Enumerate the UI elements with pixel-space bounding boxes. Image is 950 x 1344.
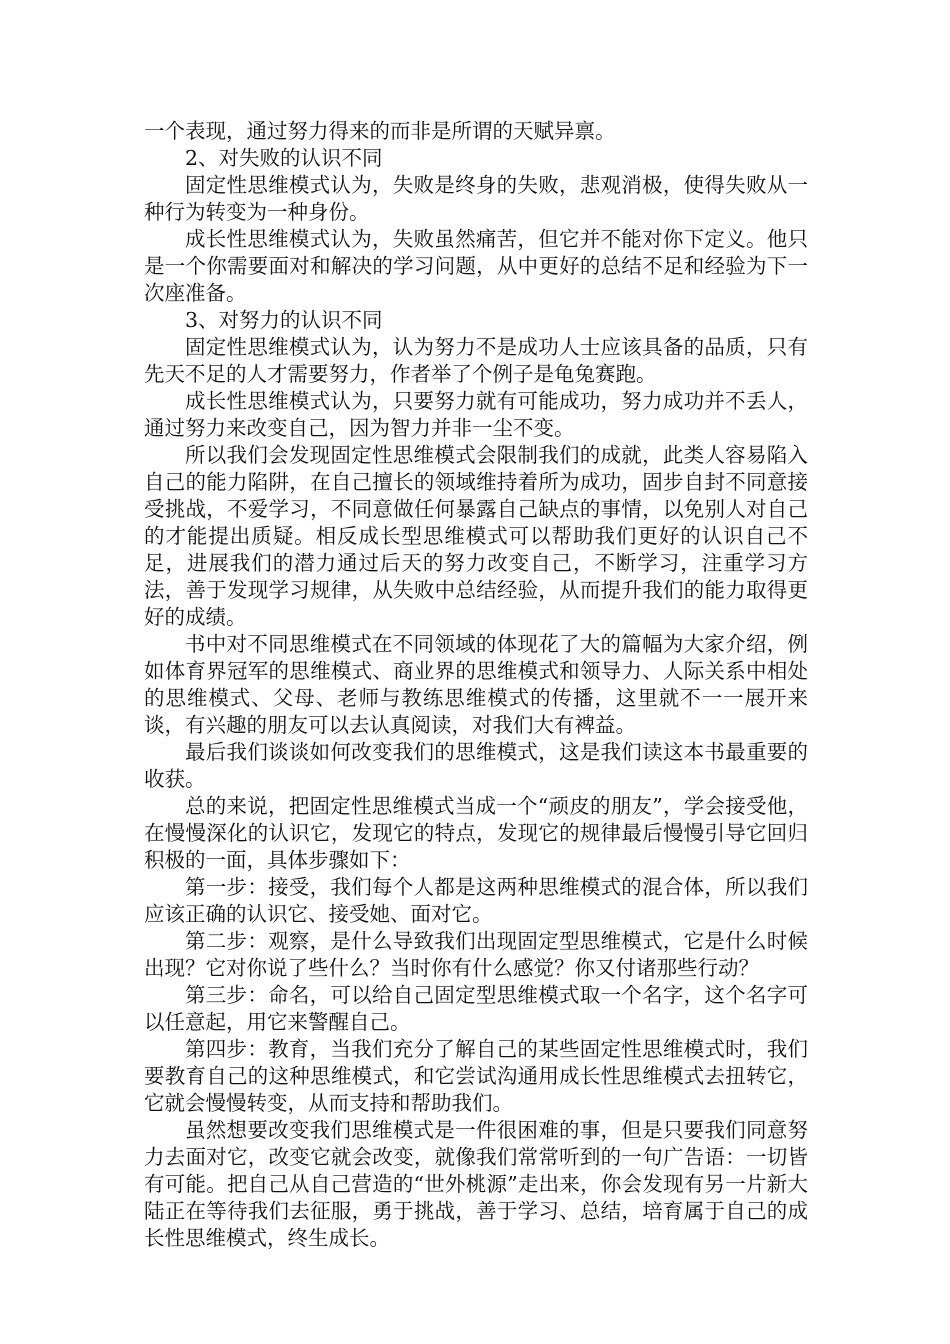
paragraph: 总的来说，把固定性思维模式当成一个“顽皮的朋友”，学会接受他，在慢慢深化的认识它，发现它的特点，发现它的规律最后慢慢引导它回归积极的一面，具体步骤如下： [144,794,808,872]
paragraph-conclusion: 虽然想要改变我们思维模式是一件很困难的事，但是只要我们同意努力去面对它，改变它就会改变，就像我们常常听到的一句广告语：一切皆有可能。把自己从自己营造的“世外桃源”走出来，你会发现有另一片新大陆正在等待我们去征服，勇于挑战，善于学习、总结，培育属于自己的成长性思维模式，终生成长。 [144,1118,808,1250]
step-four: 第四步：教育，当我们充分了解自己的某些固定性思维模式时，我们要教育自己的这种思维模式，和它尝试沟通用成长性思维模式去扭转它，它就会慢慢转变，从而支持和帮助我们。 [144,1037,808,1115]
paragraph: 所以我们会发现固定性思维模式会限制我们的成就，此类人容易陷入自己的能力陷阱，在自己擅长的领域维持着所为成功，固步自封不同意接受挑战，不爱学习，不同意做任何暴露自己缺点的事情，以免别人对自己的才能提出质疑。相反成长型思维模式可以帮助我们更好的认识自己不足，进展我们的潜力通过后天的努力改变自己，不断学习，注重学习方法，善于发现学习规律，从失败中总结经验，从而提升我们的能力取得更好的成绩。 [144,443,808,629]
step-three: 第三步：命名，可以给自己固定型思维模式取一个名字，这个名字可以任意起，用它来警醒自己。 [144,983,808,1034]
step-one: 第一步：接受，我们每个人都是这两种思维模式的混合体，所以我们应该正确的认识它、接受她、面对它。 [144,875,808,926]
paragraph: 最后我们谈谈如何改变我们的思维模式，这是我们读这本书最重要的收获。 [144,740,808,791]
paragraph-continuation: 一个表现，通过努力得来的而非是所谓的天赋异禀。 [144,119,616,143]
section-heading-failure: 2、对失败的认识不同 [185,146,383,170]
paragraph: 固定性思维模式认为，失败是终身的失败，悲观消极，使得失败从一种行为转变为一种身份。 [144,173,808,224]
paragraph: 固定性思维模式认为，认为努力不是成功人士应该具备的品质，只有先天不足的人才需要努力，作者举了个例子是龟兔赛跑。 [144,335,808,386]
step-two: 第二步：观察，是什么导致我们出现固定型思维模式，它是什么时候出现？它对你说了些什么？当时你有什么感觉？你又付诸那些行动？ [144,929,808,980]
paragraph: 书中对不同思维模式在不同领域的体现花了大的篇幅为大家介绍，例如体育界冠军的思维模式、商业界的思维模式和领导力、人际关系中相处的思维模式、父母、老师与教练思维模式的传播，这里就不一一展开来谈，有兴趣的朋友可以去认真阅读，对我们大有裨益。 [144,632,808,737]
document-body [144,118,808,1252]
section-heading-effort: 3、对努力的认识不同 [185,308,383,332]
paragraph: 成长性思维模式认为，失败虽然痛苦，但它并不能对你下定义。他只是一个你需要面对和解决的学习问题，从中更好的总结不足和经验为下一次座准备。 [144,227,808,305]
paragraph: 成长性思维模式认为，只要努力就有可能成功，努力成功并不丢人，通过努力来改变自己，因为智力并非一尘不变。 [144,389,808,440]
